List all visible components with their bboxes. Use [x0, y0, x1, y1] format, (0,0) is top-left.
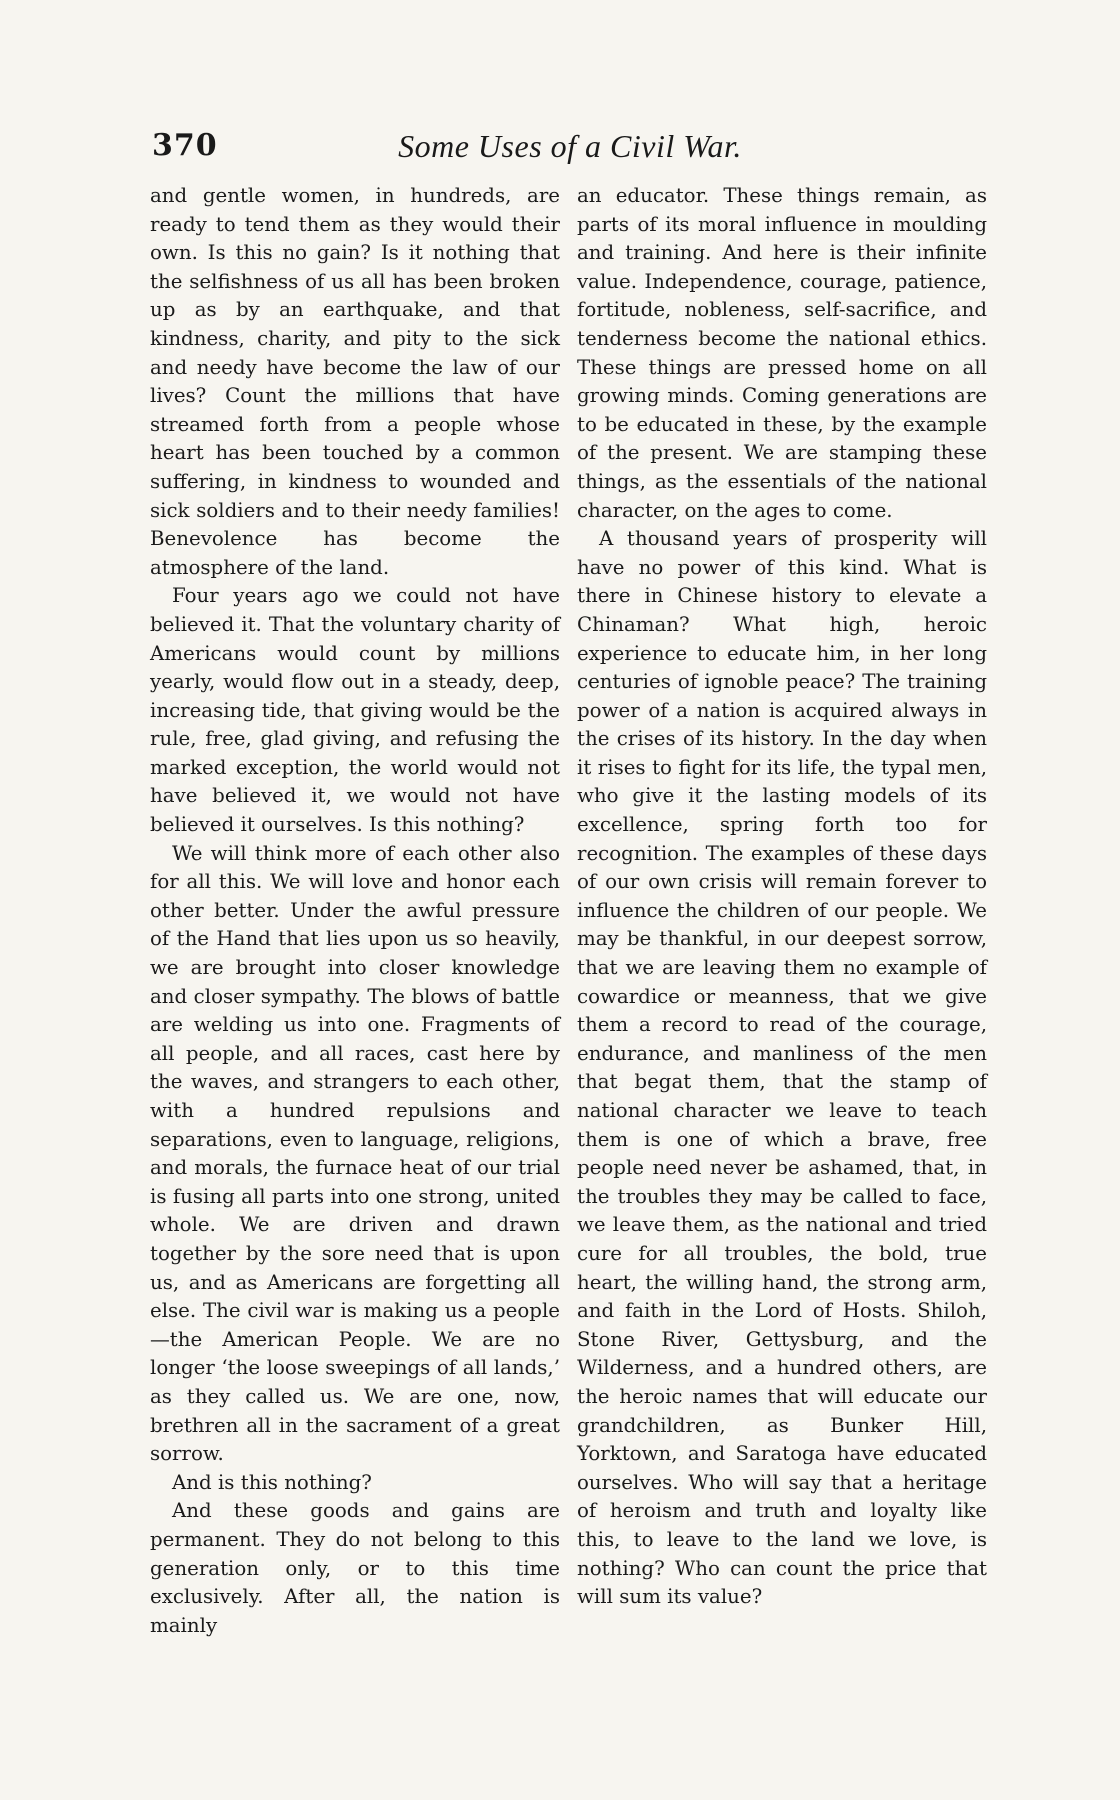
paragraph: And these goods and gains are permanent. They do not belong to this generation only, or to this time exclusively. After all, the nation is mainly	[150, 1499, 560, 1637]
paragraph: We will think more of each other also for all this. We will love and honor each other better. Under the awful pressure of the Hand that lies upon us so heavily, we are brought into closer knowledge and closer sympathy. The blows of battle are welding us into one. Fragments of all people, and all races, cast here by the waves, and strangers to each other, with a hundred repulsions and separations, even to language, religions, and morals, the furnace heat of our trial is fusing all parts into one strong, united whole. We are driven and drawn together by the sore need that is upon us, and as Americans are forgetting all else. The civil war is making us a people—the American People. We are no longer ‘the loose sweepings of all lands,’ as they called us. We are one, now, brethren all in the sacrament of a great sorrow.	[150, 841, 560, 1466]
paragraph: Four years ago we could not have believed it. That the voluntary charity of Americans would count by millions yearly, would flow out in a steady, deep, increasing tide, that giving would be the rule, free, glad giving, and refusing the marked exception, the world would not have believed it, we would not have believed it ourselves. Is this nothing?	[150, 584, 560, 837]
page-header	[152, 128, 988, 172]
running-title: Some Uses of a Civil War.	[398, 128, 742, 164]
paragraph: an educator. These things remain, as parts of its moral influence in moulding and training. And here is their infinite value. Independence, courage, patience, fortitude, nobleness, self-sacrifice, and tenderness become the national ethics. These things are pressed home on all growing minds. Coming generations are to be educated in these, by the example of the present. We are stamping these things, as the essentials of the national character, on the ages to come.	[577, 184, 987, 522]
right-column	[577, 182, 987, 1612]
paragraph: and gentle women, in hundreds, are ready to tend them as they would their own. Is this no gain? Is it nothing that the selfishness of us all has been broken up as by an earthquake, and that kindness, charity, and pity to the sick and needy have become the law of our lives? Count the millions that have streamed forth from a people whose heart has been touched by a common suffering, in kindness to wounded and sick soldiers and to their needy families! Benevolence has become the atmosphere of the land.	[150, 184, 560, 579]
paragraph: A thousand years of prosperity will have no power of this kind. What is there in Chinese history to elevate a Chinaman? What high, heroic experience to educate him, in her long centuries of ignoble peace? The training power of a nation is acquired always in the crises of its history. In the day when it rises to fight for its life, the typal men, who give it the lasting models of its excellence, spring forth too for recognition. The examples of these days of our own crisis will remain forever to influence the children of our people. We may be thankful, in our deepest sorrow, that we are leaving them no example of cowardice or meanness, that we give them a record to read of the courage, endurance, and manliness of the men that begat them, that the stamp of national character we leave to teach them is one of which a brave, free people need never be ashamed, that, in the troubles they may be called to face, we leave them, as the national and tried cure for all troubles, the bold, true heart, the willing hand, the strong arm, and faith in the Lord of Hosts. Shiloh, Stone River, Gettysburg, and the Wilderness, and a hundred others, are the heroic names that will educate our grandchildren, as Bunker Hill, Yorktown, and Saratoga have educated ourselves. Who will say that a heritage of heroism and truth and loyalty like this, to leave to the land we love, is nothing? Who can count the price that will sum its value?	[577, 527, 987, 1609]
left-column	[150, 182, 560, 1640]
page-number: 370	[152, 128, 218, 163]
paragraph: And is this nothing?	[172, 1470, 372, 1494]
